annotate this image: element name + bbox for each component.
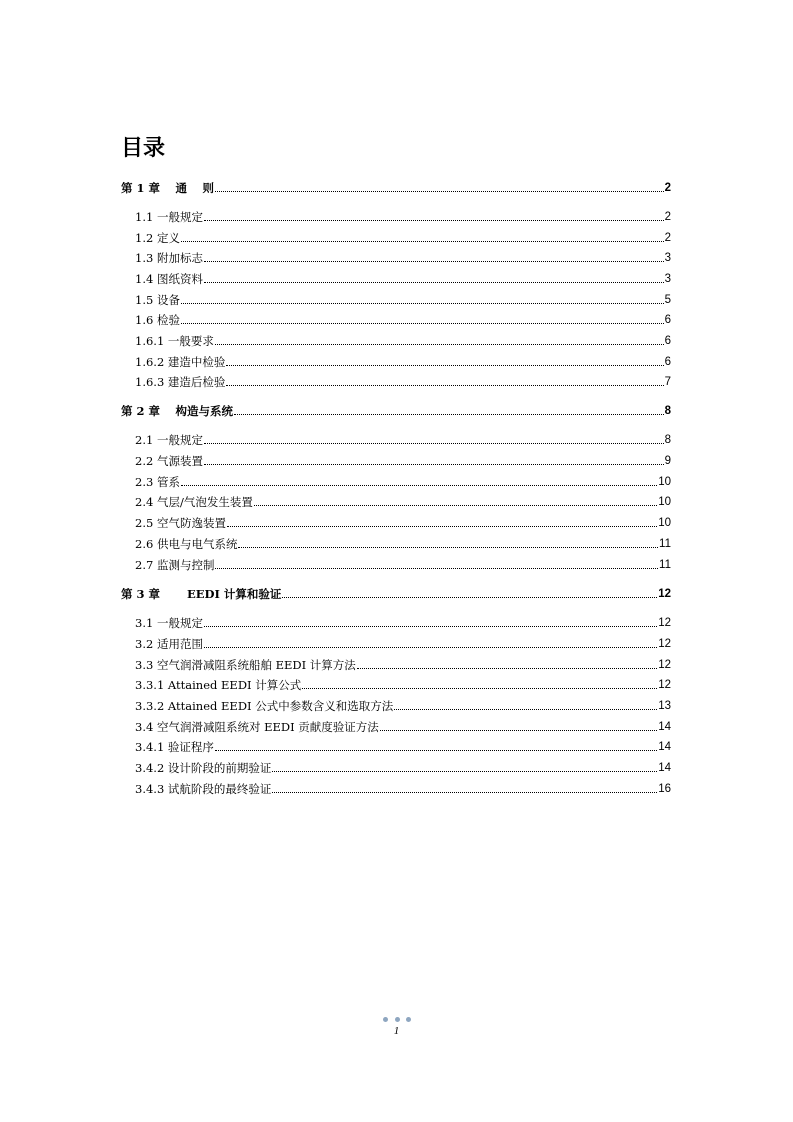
- dot-leader: [380, 730, 657, 731]
- toc-entry-page: 8: [664, 405, 671, 417]
- toc-entry-page: 14: [658, 721, 671, 733]
- toc-entry-label: 2.7 监测与控制: [135, 558, 215, 572]
- toc-entry-page: 12: [658, 617, 671, 629]
- toc-entry-label: 第 2 章 构造与系统: [121, 404, 234, 418]
- dot-leader: [215, 750, 657, 751]
- dot-icon: [406, 1017, 411, 1022]
- toc-entry-label: 1.4 图纸资料: [135, 272, 203, 286]
- toc-entry-chapter-2[interactable]: [121, 403, 671, 419]
- toc-entry-2-3[interactable]: [135, 474, 671, 490]
- dot-leader: [226, 385, 663, 386]
- toc-entry-page: 13: [658, 700, 671, 712]
- toc-entry-3-1[interactable]: [135, 615, 671, 631]
- toc-entry-1-5[interactable]: [135, 292, 671, 308]
- dot-leader: [282, 597, 657, 598]
- toc-entry-label: 2.6 供电与电气系统: [135, 537, 238, 551]
- toc-entry-page: 2: [664, 232, 671, 244]
- dot-leader: [215, 568, 658, 569]
- dot-leader: [204, 464, 664, 465]
- toc-entry-label: 3.2 适用范围: [135, 637, 203, 651]
- toc-entry-label: 3.3 空气润滑减阻系统船舶 EEDI 计算方法: [135, 658, 356, 672]
- toc-entry-page: 7: [664, 376, 671, 388]
- toc-entry-1-6-1[interactable]: [135, 333, 671, 349]
- toc-entry-3-3[interactable]: [135, 657, 671, 673]
- dot-leader: [181, 485, 657, 486]
- page-title: 目录: [121, 136, 166, 161]
- toc-entry-page: 9: [664, 455, 671, 467]
- toc-entry-page: 12: [658, 588, 671, 600]
- toc-entry-1-6[interactable]: [135, 312, 671, 328]
- toc-entry-page: 10: [658, 476, 671, 488]
- toc-entry-label: 1.6.1 一般要求: [135, 334, 214, 348]
- toc-entry-label: 3.4.1 验证程序: [135, 740, 214, 754]
- toc-entry-1-1[interactable]: [135, 209, 671, 225]
- toc-entry-2-5[interactable]: [135, 515, 671, 531]
- toc-entry-page: 10: [658, 517, 671, 529]
- toc-entry-3-2[interactable]: [135, 636, 671, 652]
- toc-entry-2-2[interactable]: [135, 453, 671, 469]
- toc-entry-label: 1.6.3 建造后检验: [135, 375, 226, 389]
- dot-leader: [394, 709, 657, 710]
- toc-entry-label: 3.1 一般规定: [135, 616, 203, 630]
- toc-entry-2-4[interactable]: [135, 494, 671, 510]
- dot-leader: [204, 626, 657, 627]
- toc-entry-chapter-3[interactable]: [121, 586, 671, 602]
- toc-entry-label: 1.2 定义: [135, 231, 180, 245]
- toc-entry-label: 2.5 空气防逸装置: [135, 516, 226, 530]
- dot-leader: [181, 241, 664, 242]
- toc-entry-page: 6: [664, 356, 671, 368]
- toc-entry-3-3-1[interactable]: [135, 677, 671, 693]
- toc-entry-3-3-2[interactable]: [135, 698, 671, 714]
- toc-entry-page: 3: [664, 252, 671, 264]
- toc-entry-page: 8: [664, 434, 671, 446]
- dot-icon: [383, 1017, 388, 1022]
- toc-entry-label: 1.5 设备: [135, 293, 180, 307]
- toc-entry-1-4[interactable]: [135, 271, 671, 287]
- dot-leader: [204, 282, 664, 283]
- toc-entry-label: 1.3 附加标志: [135, 251, 203, 265]
- dot-leader: [272, 792, 657, 793]
- toc-entry-page: 3: [664, 273, 671, 285]
- dot-leader: [181, 323, 664, 324]
- toc-entry-page: 6: [664, 314, 671, 326]
- toc-entry-page: 12: [658, 638, 671, 650]
- dot-leader: [204, 647, 657, 648]
- toc-entry-page: 10: [658, 496, 671, 508]
- toc-entry-label: 2.1 一般规定: [135, 433, 203, 447]
- toc-entry-label: 1.1 一般规定: [135, 210, 203, 224]
- toc-entry-2-1[interactable]: [135, 432, 671, 448]
- toc-entry-page: 2: [664, 211, 671, 223]
- toc-entry-label: 2.2 气源装置: [135, 454, 203, 468]
- toc-entry-page: 12: [658, 659, 671, 671]
- dot-leader: [215, 191, 664, 192]
- dot-leader: [238, 547, 658, 548]
- toc-entry-page: 6: [664, 335, 671, 347]
- toc-entry-label: 3.3.1 Attained EEDI 计算公式: [135, 678, 302, 692]
- page-number: 1: [393, 1025, 400, 1037]
- dot-icon: [395, 1017, 400, 1022]
- dot-leader: [204, 261, 664, 262]
- toc-entry-label: 3.4.2 设计阶段的前期验证: [135, 761, 272, 775]
- toc-entry-page: 14: [658, 762, 671, 774]
- footer-dots-ornament: [383, 1017, 411, 1023]
- toc-entry-1-3[interactable]: [135, 250, 671, 266]
- toc-entry-label: 2.3 管系: [135, 475, 180, 489]
- toc-entry-3-4[interactable]: [135, 719, 671, 735]
- dot-leader: [234, 414, 664, 415]
- toc-entry-2-6[interactable]: [135, 536, 671, 552]
- toc-entry-page: 11: [659, 559, 671, 571]
- dot-leader: [357, 668, 657, 669]
- toc-entry-label: 第 3 章 EEDI 计算和验证: [121, 587, 282, 601]
- toc-entry-label: 3.4 空气润滑减阻系统对 EEDI 贡献度验证方法: [135, 720, 379, 734]
- toc-entry-1-6-3[interactable]: [135, 374, 671, 390]
- dot-leader: [226, 365, 663, 366]
- toc-entry-page: 5: [664, 294, 671, 306]
- dot-leader: [204, 443, 664, 444]
- dot-leader: [302, 688, 657, 689]
- toc-entry-3-4-1[interactable]: [135, 739, 671, 755]
- toc-entry-1-2[interactable]: [135, 230, 671, 246]
- toc-entry-page: 2: [664, 182, 671, 194]
- toc-entry-chapter-1[interactable]: [121, 180, 671, 196]
- toc-entry-1-6-2[interactable]: [135, 354, 671, 370]
- dot-leader: [181, 303, 664, 304]
- toc-entry-3-4-2[interactable]: [135, 760, 671, 776]
- dot-leader: [227, 526, 657, 527]
- toc-entry-label: 2.4 气层/气泡发生装置: [135, 495, 253, 509]
- toc-entry-page: 14: [658, 741, 671, 753]
- toc-entry-label: 3.4.3 试航阶段的最终验证: [135, 782, 272, 796]
- toc-entry-3-4-3[interactable]: [135, 781, 671, 797]
- toc-entry-label: 1.6.2 建造中检验: [135, 355, 226, 369]
- toc-entry-label: 第 1 章 通 则: [121, 181, 215, 195]
- dot-leader: [254, 505, 657, 506]
- dot-leader: [272, 771, 657, 772]
- toc-entry-page: 11: [659, 538, 671, 550]
- toc-entry-label: 1.6 检验: [135, 313, 180, 327]
- toc-entry-2-7[interactable]: [135, 557, 671, 573]
- toc-entry-page: 12: [658, 679, 671, 691]
- toc-entry-page: 16: [658, 783, 671, 795]
- dot-leader: [204, 220, 664, 221]
- toc-entry-label: 3.3.2 Attained EEDI 公式中参数含义和选取方法: [135, 699, 394, 713]
- dot-leader: [215, 344, 664, 345]
